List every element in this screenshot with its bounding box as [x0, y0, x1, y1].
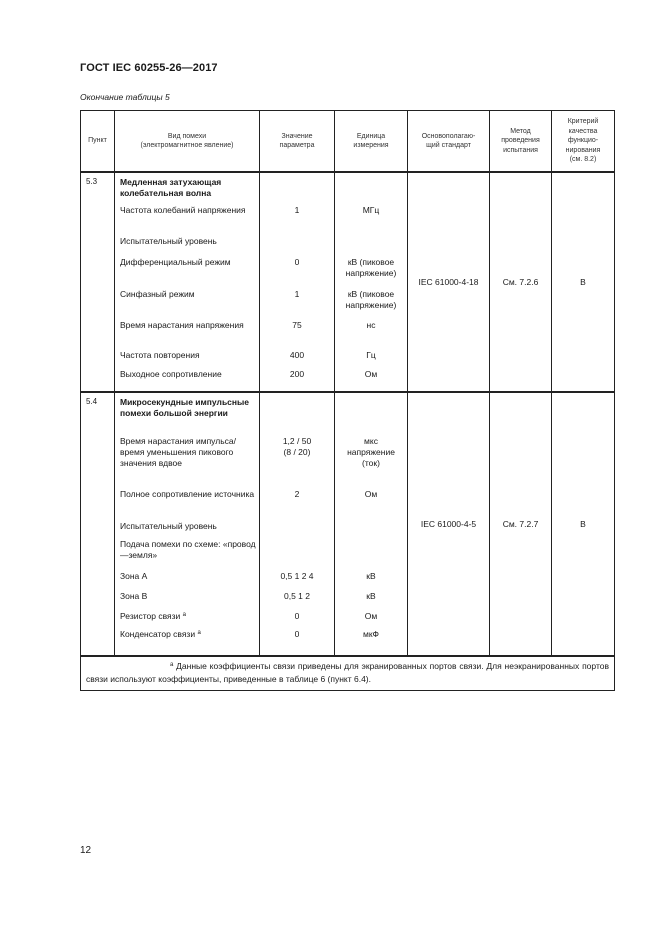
param-unit: кВ (пиковое напряжение): [345, 257, 397, 278]
criterion-cell: В: [552, 172, 615, 392]
param-value: 1,2 / 50 (8 / 20): [282, 436, 312, 457]
standard-header: ГОСТ IEC 60255-26—2017: [80, 62, 218, 74]
param-unit: Ом: [364, 611, 378, 621]
param-value: 0: [294, 629, 300, 639]
method-cell: См. 7.2.6: [490, 172, 552, 392]
group-title: Микросекундные импульсные помехи большой энергии: [120, 397, 250, 418]
param-value: 0: [294, 257, 300, 267]
param-name: Выходное сопротивление: [120, 369, 222, 379]
param-name: Время нарастания напряжения: [120, 320, 244, 330]
param-unit: Ом: [364, 489, 378, 499]
header-clause-text: Пункт: [88, 137, 107, 145]
param-unit: кВ (пиковое напряжение): [345, 289, 397, 310]
param-name: Конденсатор связи: [120, 629, 196, 639]
param-unit: мкс напряжение (ток): [347, 436, 395, 468]
param-unit: Ом: [364, 369, 378, 379]
header-interference: [115, 111, 260, 173]
interference-cell: [115, 172, 260, 392]
param-unit: кВ: [366, 591, 376, 601]
header-value-text: Значение параметра: [279, 132, 315, 149]
param-name: Синфазный режим: [120, 289, 195, 299]
param-unit: [335, 521, 407, 539]
param-value: 75: [292, 320, 302, 330]
param-value: 2: [294, 489, 300, 499]
param-value: [260, 236, 334, 257]
param-name: Частота колебаний напряжения: [120, 205, 246, 215]
param-value: 1: [294, 205, 300, 215]
param-value: [260, 521, 334, 539]
table-row-5-4: [81, 392, 615, 656]
header-clause: [81, 111, 115, 173]
param-value: 1: [294, 289, 300, 299]
header-value: [260, 111, 335, 173]
group-title: Медленная затухающая колебательная волна: [120, 177, 222, 198]
clause-cell: 5.4: [81, 392, 115, 656]
header-method-text: Метод проведения испытания: [501, 127, 540, 154]
param-unit: [335, 539, 407, 571]
param-unit: нс: [366, 320, 376, 330]
param-name: Зона А: [120, 571, 148, 581]
unit-cell: [335, 172, 408, 392]
param-name: Полное сопротивление источника: [120, 489, 255, 499]
param-value: 200: [289, 369, 305, 379]
header-unit-text: Единица измерения: [353, 132, 389, 149]
table-caption: Окончание таблицы 5: [80, 92, 170, 102]
param-name: Частота повторения: [120, 350, 200, 360]
param-unit: [335, 236, 407, 257]
value-cell: [260, 172, 335, 392]
param-value: 400: [289, 350, 305, 360]
param-name: Дифференциальный режим: [120, 257, 231, 267]
header-unit: [335, 111, 408, 173]
param-unit: мкФ: [362, 629, 380, 639]
requirements-table: [80, 110, 615, 691]
param-name: Зона В: [120, 591, 148, 601]
footnote-ref: a: [197, 630, 201, 636]
standard-cell: IEC 61000-4-5: [408, 392, 490, 656]
param-unit: Гц: [366, 350, 376, 360]
param-row: [115, 629, 259, 643]
footnote-ref: a: [182, 612, 186, 618]
header-standard-text: Основополагаю- щий стандарт: [421, 132, 476, 149]
footnote-mark: a: [170, 662, 174, 668]
param-value: 0,5 1 2 4: [280, 571, 314, 581]
footnote: [81, 656, 615, 691]
header-interference-text: Вид помехи (электромагнитное явление): [140, 132, 234, 149]
method-cell: См. 7.2.7: [490, 392, 552, 656]
param-value: 0,5 1 2: [284, 591, 310, 601]
page-number: 12: [80, 845, 92, 856]
param-name: Время нарастания импульса/время уменьшения пикового значения вдвое: [120, 436, 236, 468]
param-unit: кВ: [366, 571, 376, 581]
header-standard: [408, 111, 490, 173]
param-value: [260, 539, 334, 571]
param-name: Испытательный уровень: [120, 521, 217, 531]
interference-cell: [115, 392, 260, 656]
param-value: 0: [294, 611, 300, 621]
param-name: Резистор связи: [120, 611, 181, 621]
header-criterion-text: Критерий качества функцио- нирования (см. 8.2): [565, 118, 601, 164]
standard-cell: IEC 61000-4-18: [408, 172, 490, 392]
criterion-cell: В: [552, 392, 615, 656]
footnote-row: [81, 656, 615, 691]
param-name: Испытательный уровень: [120, 236, 217, 246]
footnote-text: Данные коэффициенты связи приведены для экранированных портов связи. Для неэкранированных портов связи используют коэффициенты, приведенные в таблице 6 (пункт 6.4).: [86, 661, 609, 684]
param-unit: МГц: [362, 205, 380, 215]
clause-cell: 5.3: [81, 172, 115, 392]
header-criterion: [552, 111, 615, 173]
table-row-5-3: [81, 172, 615, 392]
header-method: [490, 111, 552, 173]
param-row: [115, 611, 259, 629]
table-header-row: [81, 111, 615, 173]
unit-cell: [335, 392, 408, 656]
param-name: Подача помехи по схеме: «провод—земля»: [120, 539, 256, 560]
value-cell: [260, 392, 335, 656]
